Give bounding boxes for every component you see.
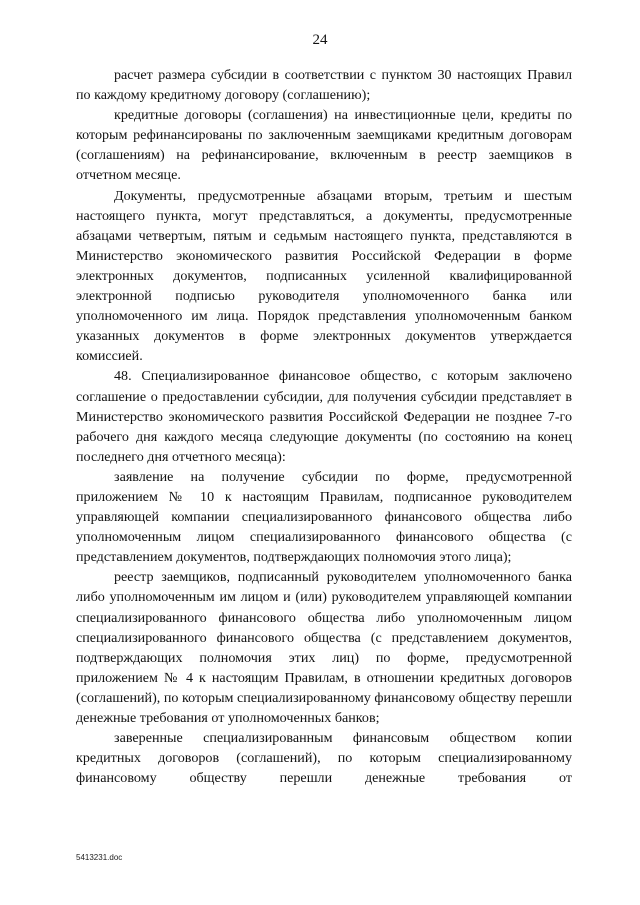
paragraph-document-submission: Документы, предусмотренные абзацами вторым, третьим и шестым настоящего пункта, могут представляться, а документы, предусмотренные абзацами четвертым, пятым и седьмым настоящего пункта, представляются в Министерство экономического развития Российской Федерации в форме электронных документов, подписанных усиленной квалифицированной электронной подписью руководителя уполномоченного банка или уполномоченного им лица. Порядок представления уполномоченным банком указанных документов в форме электронных документов утверждается комиссией. xyxy=(76,187,572,365)
body-text xyxy=(76,65,572,788)
paragraph-subsidy-calculation: расчет размера субсидии в соответствии с пунктом 30 настоящих Правил по каждому кредитному договору (соглашению); xyxy=(76,67,572,104)
paragraph-certified-copies: заверенные специализированным финансовым обществом копии кредитных договоров (соглашений), по которым специализированному финансовому обществу перешли денежные требования от xyxy=(76,730,572,787)
paragraph-borrower-register: реестр заемщиков, подписанный руководителем уполномоченного банка либо уполномоченным им лицом и (или) руководителем управляющей компании специализированного финансового общества либо уполномоченным лицом специализированного финансового общества (с представлением документов, подтверждающих полномочия этих лиц) по форме, предусмотренной приложением № 4 к настоящим Правилам, в отношении кредитных договоров (соглашений), по которым специализированному финансовому обществу перешли денежные требования от уполномоченных банков; xyxy=(76,569,572,726)
document-file-code: 5413231.doc xyxy=(76,853,123,862)
paragraph-item-48: 48. Специализированное финансовое общество, с которым заключено соглашение о предоставлении субсидии, для получения субсидии представляет в Министерство экономического развития Российской Федерации не позднее 7-го рабочего дня каждого месяца следующие документы (по состоянию на конец последнего дня отчетного месяца): xyxy=(76,368,572,465)
page-number: 24 xyxy=(312,32,328,48)
paragraph-application: заявление на получение субсидии по форме, предусмотренной приложением № 10 к настоящим Правилам, подписанное руководителем управляющей компании специализированного финансового общества либо уполномоченным лицом специализированного финансового общества (с представлением документов, подтверждающих полномочия этого лица); xyxy=(76,468,572,566)
paragraph-credit-agreements: кредитные договоры (соглашения) на инвестиционные цели, кредиты по которым рефинансированы по заключенным заемщиками кредитным договорам (соглашениям) на рефинансирование, включенным в реестр заемщиков в отчетном месяце. xyxy=(76,107,572,184)
